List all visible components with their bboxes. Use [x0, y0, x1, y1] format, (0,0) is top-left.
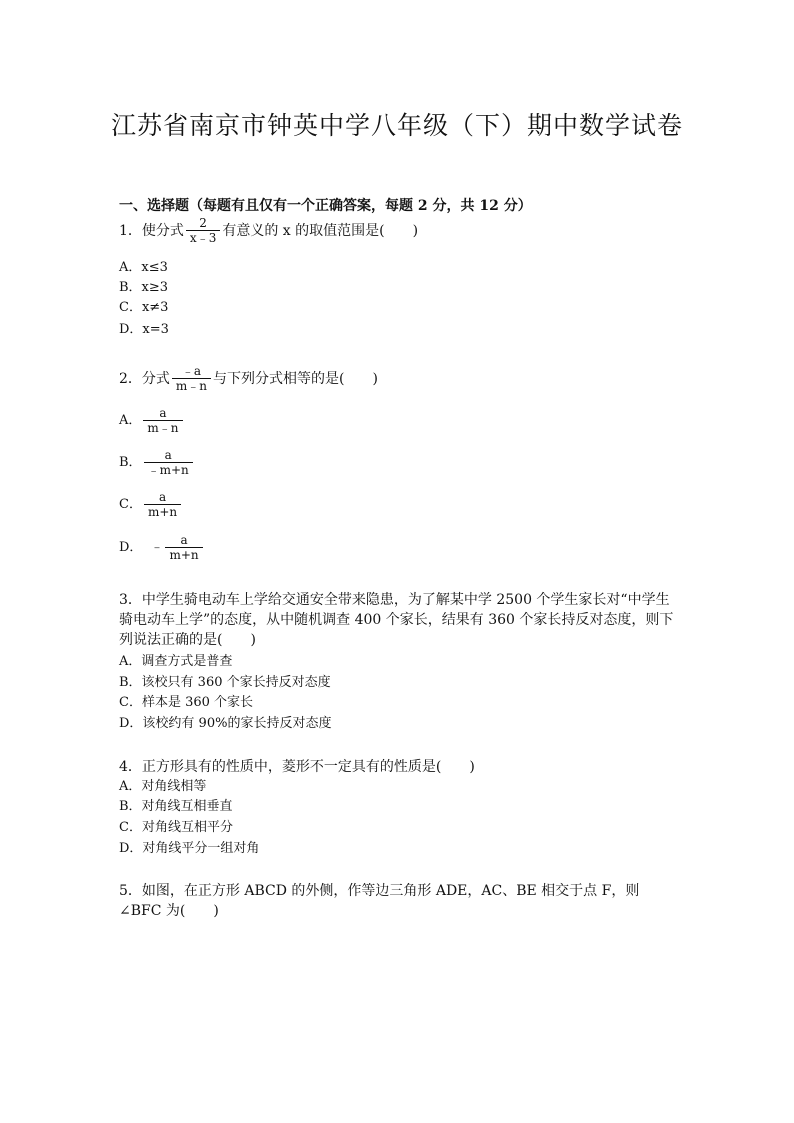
option-fraction	[143, 406, 182, 435]
option-a	[119, 406, 185, 435]
option-b	[119, 448, 195, 477]
option-sign: ﹣	[150, 539, 164, 555]
section-heading: 一、选择题（每题有且仅有一个正确答案，每题 2 分，共 12 分）	[119, 198, 532, 214]
option-a: A．调查方式是普查	[119, 654, 233, 669]
option-b: B．x≥3	[119, 280, 169, 295]
option-c: C．样本是 360 个家长	[119, 695, 254, 710]
option-d: D．该校约有 90%的家长持反对态度	[119, 716, 332, 731]
option-fraction	[144, 490, 181, 519]
option-d	[119, 533, 205, 562]
fraction-numerator: a	[159, 406, 167, 420]
fraction-numerator: a	[180, 533, 188, 547]
option-label: A．	[119, 412, 142, 428]
question-4: 4．正方形具有的性质中，菱形不一定具有的性质是( )	[119, 759, 475, 775]
fraction-numerator: a	[158, 490, 167, 504]
question-1-prefix: 1．使分式	[119, 222, 184, 239]
option-label: B．	[119, 454, 142, 470]
fraction-denominator: m+n	[165, 547, 202, 562]
fraction-numerator: ﹣a	[181, 364, 202, 378]
question-2-prefix: 2．分式	[119, 370, 170, 387]
question-5: 5．如图，在正方形 ABCD 的外侧，作等边三角形 ADE，AC、BE 相交于点 F，则∠BFC 为( )	[119, 883, 640, 919]
question-1-suffix: 有意义的 x 的取值范围是( )	[222, 222, 419, 239]
option-c	[119, 490, 183, 519]
option-d: D．对角线平分一组对角	[119, 841, 260, 856]
option-d: D．x=3	[119, 322, 169, 337]
question-2-fraction	[172, 364, 211, 393]
question-3: 3．中学生骑电动车上学给交通安全带来隐患，为了解某中学 2500 个学生家长对“中学生骑电动车上学”的态度，从中随机调查 400 个家长，结果有 360 个家长持反对态度，则下列说法正确的是( )	[119, 592, 674, 648]
option-fraction	[165, 533, 202, 562]
option-b: B．该校只有 360 个家长持反对态度	[119, 675, 331, 690]
option-label: D．	[119, 539, 143, 555]
page-title: 江苏省南京市钟英中学八年级（下）期中数学试卷	[110, 111, 683, 140]
fraction-denominator: m﹣n	[172, 378, 211, 393]
option-fraction	[144, 448, 193, 477]
question-2-suffix: 与下列分式相等的是( )	[213, 370, 378, 387]
option-c: C．x≠3	[119, 300, 169, 315]
fraction-denominator: ﹣m+n	[144, 462, 193, 477]
option-b: B．对角线互相垂直	[119, 799, 233, 814]
option-label: C．	[119, 496, 142, 512]
option-a: A．x≤3	[119, 260, 168, 275]
question-2	[119, 364, 378, 393]
fraction-denominator: m﹣n	[143, 420, 182, 435]
option-a: A．对角线相等	[119, 779, 207, 794]
fraction-numerator: 2	[199, 216, 207, 230]
fraction-denominator: x﹣3	[186, 230, 220, 245]
fraction-numerator: a	[164, 448, 172, 462]
question-1-fraction	[186, 216, 220, 245]
option-c: C．对角线互相平分	[119, 820, 233, 835]
question-1	[119, 216, 418, 245]
fraction-denominator: m+n	[144, 504, 181, 519]
